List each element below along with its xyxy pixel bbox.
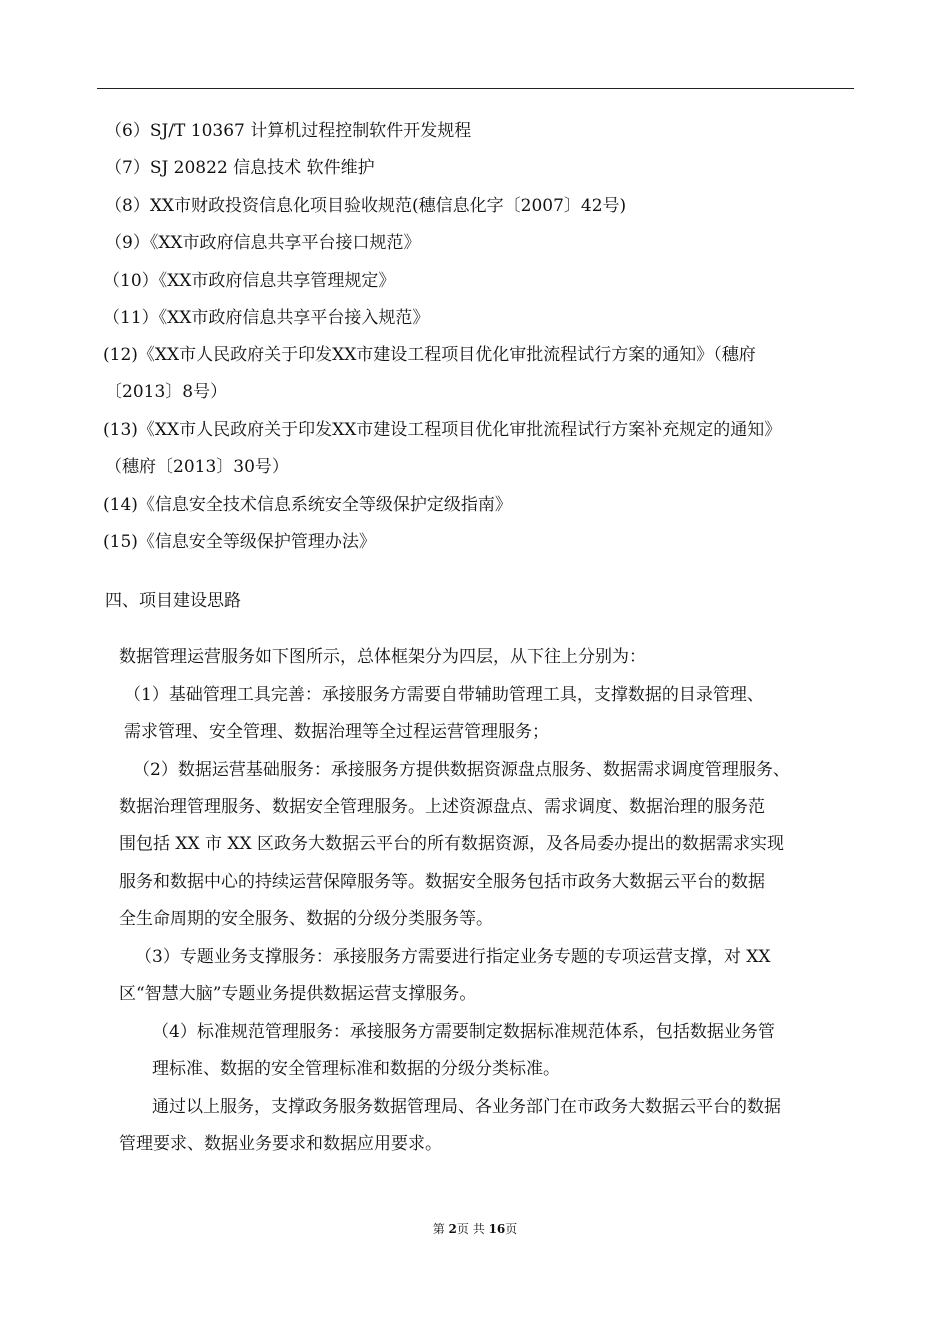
body-line: 通过以上服务，支撑政务服务数据管理局、各业务部门在市政务大数据云平台的数据 <box>152 1097 781 1117</box>
header-rule <box>97 88 854 89</box>
body-line: 数据治理管理服务、数据安全管理服务。上述资源盘点、需求调度、数据治理的服务范 <box>119 797 765 817</box>
body-line: （4）标准规范管理服务：承接服务方需要制定数据标准规范体系，包括数据业务管 <box>152 1022 775 1042</box>
footer-suffix: 页 <box>505 1222 518 1236</box>
reference-item: （10）《XX市政府信息共享管理规定》 <box>103 271 396 291</box>
section-heading: 四、项目建设思路 <box>105 591 241 611</box>
reference-item: （9）《XX市政府信息共享平台接口规范》 <box>105 233 421 253</box>
body-line: 服务和数据中心的持续运营保障服务等。数据安全服务包括市政务大数据云平台的数据 <box>119 872 765 892</box>
footer-prefix: 第 <box>432 1222 445 1236</box>
reference-item: （7）SJ 20822 信息技术 软件维护 <box>105 158 375 178</box>
reference-item: (12)《XX市人民政府关于印发XX市建设工程项目优化审批流程试行方案的通知》（穗府 <box>103 345 756 365</box>
reference-item: （8）XX市财政投资信息化项目验收规范(穗信息化字〔2007〕42号) <box>105 196 627 216</box>
page-footer <box>0 1221 950 1237</box>
body-line: （3）专题业务支撑服务：承接服务方需要进行指定业务专题的专项运营支撑，对 XX <box>135 947 771 967</box>
reference-item: （6）SJ/T 10367 计算机过程控制软件开发规程 <box>105 121 472 141</box>
body-line: 围包括 XX 市 XX 区政务大数据云平台的所有数据资源，及各局委办提出的数据需求实现 <box>119 834 785 854</box>
reference-item: (13)《XX市人民政府关于印发XX市建设工程项目优化审批流程试行方案补充规定的通知》 <box>103 420 782 440</box>
reference-item-continued: 〔2013〕8号） <box>105 382 228 402</box>
body-line: （2）数据运营基础服务：承接服务方提供数据资源盘点服务、数据需求调度管理服务、 <box>133 760 790 780</box>
body-line: （1）基础管理工具完善：承接服务方需要自带辅助管理工具，支撑数据的目录管理、 <box>124 685 764 705</box>
body-line: 数据管理运营服务如下图所示，总体框架分为四层，从下往上分别为： <box>119 647 646 667</box>
body-line: 需求管理、安全管理、数据治理等全过程运营管理服务； <box>124 722 549 742</box>
reference-item: (15)《信息安全等级保护管理办法》 <box>103 532 376 552</box>
body-line: 全生命周期的安全服务、数据的分级分类服务等。 <box>119 909 493 929</box>
body-line: 理标准、数据的安全管理标准和数据的分级分类标准。 <box>152 1059 560 1079</box>
body-line: 区“智慧大脑”专题业务提供数据运营支撑服务。 <box>119 984 477 1004</box>
current-page-number: 2 <box>448 1222 457 1236</box>
reference-item: (14)《信息安全技术信息系统安全等级保护定级指南》 <box>103 495 512 515</box>
total-pages-number: 16 <box>488 1222 506 1236</box>
footer-middle: 页 共 <box>456 1222 485 1236</box>
body-line: 管理要求、数据业务要求和数据应用要求。 <box>119 1134 442 1154</box>
reference-item: （11）《XX市政府信息共享平台接入规范》 <box>103 308 430 328</box>
reference-item-continued: （穗府〔2013〕30号） <box>105 457 289 477</box>
